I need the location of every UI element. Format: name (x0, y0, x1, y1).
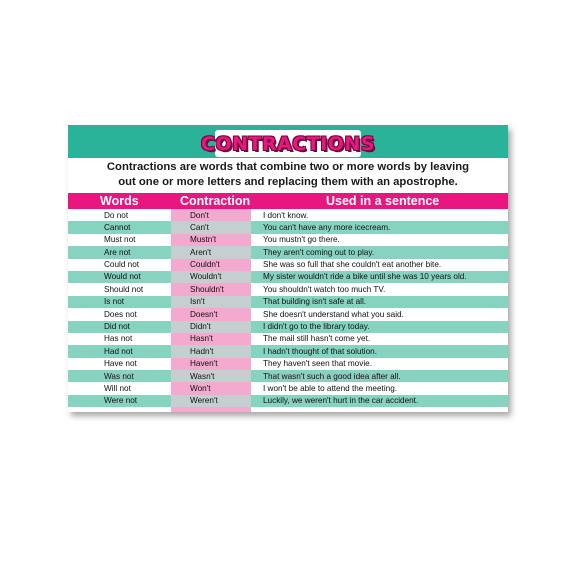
word-cell: Will not (104, 383, 131, 393)
sentence-cell: Luckily, we weren't hurt in the car accident. (263, 396, 419, 406)
title-box (201, 130, 376, 157)
row-stripe-segment (171, 321, 251, 333)
contraction-cell: Haven't (190, 359, 218, 369)
contractions-poster (68, 125, 508, 412)
table-row (68, 271, 508, 283)
word-cell: Cannot (104, 222, 131, 232)
word-cell: Does not (104, 309, 137, 319)
contraction-cell: Hasn't (190, 334, 213, 344)
word-cell: Were not (104, 396, 138, 406)
contraction-cell: Didn't (190, 322, 211, 332)
word-cell: Should not (104, 284, 144, 294)
table-header (68, 193, 508, 209)
word-cell: Are not (104, 247, 131, 257)
word-cell: Must not (104, 235, 136, 245)
sentence-cell: You can't have any more icecream. (263, 222, 391, 232)
contraction-cell: Weren't (190, 396, 218, 406)
sentence-cell: They haven't seen that movie. (263, 359, 372, 369)
description-line-1: Contractions are words that combine two or more words by leaving (106, 161, 470, 173)
contraction-cell: Aren't (190, 247, 212, 257)
sentence-cell: The mail still hasn't come yet. (263, 334, 371, 344)
table-row (68, 296, 508, 308)
contraction-cell: Wouldn't (190, 272, 222, 282)
word-cell: Did not (104, 322, 130, 332)
table-row (68, 308, 508, 320)
word-cell: Would not (104, 272, 141, 282)
sentence-cell: That building isn't safe at all. (263, 297, 367, 307)
table-row (68, 221, 508, 233)
sentence-cell: You mustn't go there. (263, 235, 340, 245)
sentence-cell: My sister wouldn't ride a bike until she was 10 years old. (263, 272, 467, 282)
sentence-cell: They aren't coming out to play. (263, 247, 375, 257)
contraction-cell: Won't (190, 383, 211, 393)
table-body (68, 209, 508, 407)
table-row (68, 395, 508, 407)
description-line-2: out one or more letters and replacing them with an apostrophe. (118, 176, 458, 188)
contraction-cell: Don't (190, 210, 209, 220)
contraction-cell: Mustn't (190, 235, 217, 245)
word-cell: Had not (104, 346, 133, 356)
table-row (68, 358, 508, 370)
contraction-cell: Doesn't (190, 309, 218, 319)
table-row (68, 259, 508, 271)
sentence-cell: That wasn't such a good idea after all. (263, 371, 401, 381)
row-stripe-segment (171, 221, 251, 233)
word-cell: Could not (104, 260, 140, 270)
row-stripe-segment (171, 296, 251, 308)
table-row (68, 246, 508, 258)
table-row (68, 209, 508, 221)
header-used-in-sentence: Used in a sentence (326, 194, 440, 208)
header-words: Words (100, 194, 139, 208)
table-row (68, 345, 508, 357)
word-cell: Was not (104, 371, 134, 381)
contraction-cell: Wasn't (190, 371, 215, 381)
table-row (68, 382, 508, 394)
sentence-cell: I hadn't thought of that solution. (263, 346, 377, 356)
sentence-cell: I don't know. (263, 210, 309, 220)
header-contraction: Contraction (180, 194, 251, 208)
description (78, 160, 498, 190)
sentence-cell: She doesn't understand what you said. (263, 309, 404, 319)
sentence-cell: She was so full that she couldn't eat another bite. (263, 260, 442, 270)
word-cell: Has not (104, 334, 133, 344)
contraction-cell: Isn't (190, 297, 205, 307)
word-cell: Is not (104, 297, 125, 307)
word-cell: Do not (104, 210, 129, 220)
contraction-cell: Can't (190, 222, 209, 232)
table-row (68, 370, 508, 382)
contraction-cell: Hadn't (190, 346, 214, 356)
contractions-table (68, 193, 508, 412)
sentence-cell: You shouldn't watch too much TV. (263, 284, 386, 294)
table-row (68, 321, 508, 333)
contraction-cell: Shouldn't (190, 284, 224, 294)
sentence-cell: I won't be able to attend the meeting. (263, 383, 398, 393)
table-row (68, 283, 508, 295)
contraction-cell: Couldn't (190, 260, 220, 270)
poster-title: CONTRACTIONS (201, 132, 376, 155)
word-cell: Have not (104, 359, 137, 369)
sentence-cell: I didn't go to the library today. (263, 322, 370, 332)
table-row (68, 234, 508, 246)
table-row (68, 333, 508, 345)
